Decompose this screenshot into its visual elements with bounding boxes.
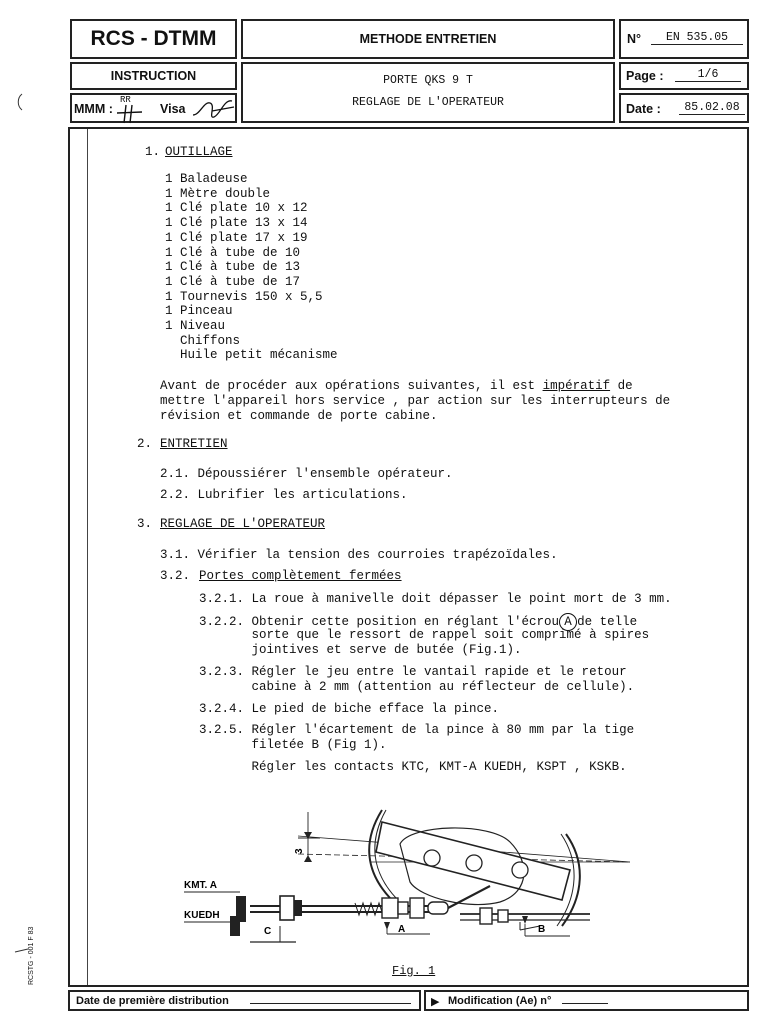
nut-a-callout: A	[559, 613, 577, 631]
warning-line-1	[160, 379, 633, 393]
mmm-value: RR	[120, 95, 131, 105]
section2-item: 2.1. Dépoussiérer l'ensemble opérateur.	[160, 467, 453, 481]
company-box	[70, 19, 237, 59]
tool-item: 1 Niveau	[165, 319, 226, 333]
tool-item: 1 Tournevis 150 x 5,5	[165, 289, 323, 304]
arrow-icon: ▶	[431, 996, 440, 1008]
warning-line-3: révision et commande de porte cabine.	[160, 409, 438, 423]
tool-item: 1 Clé plate 10 x 12	[165, 201, 308, 216]
step-3-2-4: 3.2.4. Le pied de biche efface la pince.	[199, 702, 500, 716]
page-box	[619, 62, 749, 90]
page-label: Page :	[626, 69, 664, 83]
visa-label: Visa	[160, 102, 186, 116]
section1-title: OUTILLAGE	[165, 145, 233, 159]
step-text: 3.2.2. Obtenir cette position en réglant l'écrou	[199, 615, 560, 629]
mmm-label: MMM :	[74, 102, 113, 116]
tool-item: 1 Clé à tube de 17	[165, 274, 301, 289]
step-3-2-3-line-2: cabine à 2 mm (attention au réflecteur de cellule).	[199, 680, 635, 694]
figure-caption: Fig. 1	[392, 964, 436, 978]
step-3-2-2-line-3: jointives et serve de butée (Fig.1).	[199, 643, 522, 657]
tool-item: 1 Clé à tube de 10	[165, 245, 301, 260]
subject-line-2: REGLAGE DE L'OPERATEUR	[352, 96, 504, 109]
modification-line	[562, 1003, 608, 1004]
mmm-initials-signature	[112, 95, 152, 125]
tool-item: Huile petit mécanisme	[165, 348, 338, 363]
warning-line-2: mettre l'appareil hors service , par action sur les interrupteurs de	[160, 394, 671, 408]
section3-title: REGLAGE DE L'OPERATEUR	[160, 517, 326, 531]
warning-text: Avant de procéder aux opérations suivantes, il est	[160, 379, 543, 393]
doc-type-box	[241, 19, 615, 59]
subject-box	[241, 62, 615, 123]
section1-number: 1.	[145, 145, 161, 159]
modification-label: Modification (Ae) n°	[448, 995, 552, 1007]
form-code: RCSTG - 001 F 83	[28, 926, 35, 985]
dimension-3-label: 3	[294, 848, 305, 854]
instruction-box	[70, 62, 237, 90]
section2-item: 2.2. Lubrifier les articulations.	[160, 488, 408, 502]
number-label: N°	[627, 32, 642, 46]
subject-line-1: PORTE QKS 9 T	[383, 74, 473, 87]
tool-item: Chiffons	[165, 333, 241, 348]
date-box	[619, 93, 749, 123]
section2-number: 2.	[137, 437, 153, 451]
step-3-2-3-line-1: 3.2.3. Régler le jeu entre le vantail rapide et le retour	[199, 665, 627, 679]
step-3-2-5-line-2: filetée B (Fig 1).	[199, 738, 387, 752]
tool-item: 1 Clé à tube de 13	[165, 260, 301, 275]
step-3-2-number: 3.2.	[160, 569, 191, 583]
tool-item: 1 Clé plate 17 x 19	[165, 230, 308, 245]
label-b: B	[538, 924, 546, 935]
footer-right-box	[424, 990, 749, 1011]
mmm-box	[70, 93, 237, 123]
label-kuedh: KUEDH	[184, 910, 220, 921]
tool-item: 1 Mètre double	[165, 186, 271, 201]
label-c: C	[264, 926, 272, 937]
number-value: EN 535.05	[651, 31, 743, 45]
margin-tick	[14, 946, 30, 956]
first-distribution-line	[250, 1003, 411, 1004]
date-label: Date :	[626, 102, 661, 116]
step-3-2-1: 3.2.1. La roue à manivelle doit dépasser le point mort de 3 mm.	[199, 592, 672, 606]
tool-item: 1 Pinceau	[165, 304, 233, 319]
step-text: de telle	[577, 615, 638, 629]
warning-emphasis: impératif	[542, 379, 611, 393]
page-value: 1/6	[675, 68, 741, 82]
doc-type: METHODE ENTRETIEN	[359, 32, 497, 46]
visa-signature	[190, 95, 240, 123]
footer-left-box	[68, 990, 421, 1011]
section3-number: 3.	[137, 517, 153, 531]
tool-item: 1 Baladeuse	[165, 172, 248, 186]
label-a: A	[398, 924, 406, 935]
left-margin-rule	[87, 129, 88, 985]
first-distribution-label: Date de première distribution	[76, 995, 229, 1007]
step-3-2-5-line-3: Régler les contacts KTC, KMT-A KUEDH, KSPT , KSKB.	[199, 760, 627, 774]
step-3-2-2-line-2: sorte que le ressort de rappel soit comprimé à spires	[199, 628, 650, 642]
company-name: RCS - DTMM	[90, 27, 217, 50]
instruction-label: INSTRUCTION	[110, 69, 197, 83]
date-value: 85.02.08	[679, 101, 745, 115]
figure-1-drawing	[170, 802, 640, 977]
warning-text: de	[610, 379, 633, 393]
label-kmt-a: KMT. A	[184, 880, 217, 891]
tool-item: 1 Clé plate 13 x 14	[165, 216, 308, 231]
number-box	[619, 19, 749, 59]
step-3-2-5-line-1: 3.2.5. Régler l'écartement de la pince à 80 mm par la tige	[199, 723, 635, 737]
step-3-2-title: Portes complètement fermées	[199, 569, 402, 583]
margin-mark	[16, 92, 26, 112]
step-3-1: 3.1. Vérifier la tension des courroies trapézoïdales.	[160, 548, 558, 562]
section2-title: ENTRETIEN	[160, 437, 228, 451]
